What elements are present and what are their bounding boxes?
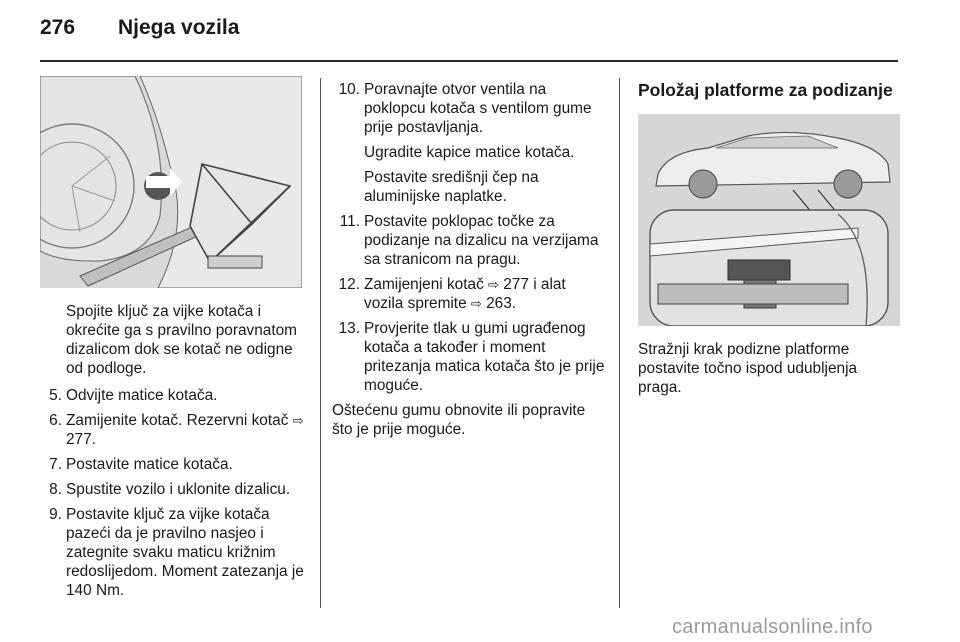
step-number: 5. [49,387,62,404]
step-text: Postavite poklopac točke za podizanje na dizalicu na verzijama sa stranicom na pragu. [364,213,599,268]
page-ref-arrow-icon: ⇨ [470,296,482,311]
page-reference[interactable]: 263. [486,295,517,312]
steps-list [40,386,304,600]
list-item [40,505,304,600]
section-body: Stražnji krak podizne platforme postavite točno ispod udubljenja praga. [638,341,858,396]
step-number: 10. [338,81,360,98]
list-item [332,319,607,395]
list-item [332,212,607,269]
list-item [40,455,304,474]
step-text: Postavite ključ za vijke kotača pazeći da je pravilno nasjeo i zategnite svaku maticu križnim redoslijedom. Moment zatezanja je 140 Nm. [66,506,304,599]
steps-list [332,80,607,137]
step-number: 13. [338,320,360,337]
list-item [40,386,304,405]
step-text [66,411,304,449]
closing-paragraph: Oštećenu gumu obnovite ili popravite što je prije moguće. [332,402,586,438]
column-middle [332,80,607,439]
column-divider [619,78,620,608]
list-item [40,411,304,449]
page-reference[interactable]: 277 [503,276,529,293]
list-item [332,80,607,137]
step-text: Poravnajte otvor ventila na poklopcu kotača s ventilom gume prije postavljanja. [364,81,592,136]
step-text [364,275,607,313]
column-left [40,76,304,606]
step-number: 9. [49,506,62,523]
lift-platform-illustration [638,114,900,326]
step-10-note: Postavite središnji čep na aluminijske naplatke. [364,169,539,205]
step-text: Postavite matice kotača. [66,456,233,473]
page-title: Njega vozila [118,16,240,39]
header-rule [40,60,898,62]
list-item [332,275,607,313]
step-number: 7. [49,456,62,473]
column-right [638,78,900,397]
page-number: 276 [40,16,76,39]
column-divider [320,78,321,608]
step-4-continuation: Spojite ključ za vijke kotača i okrećite ga s pravilno poravnatom dizalicom dok se kotač ne odigne od podloge. [66,303,297,377]
step-number: 8. [49,481,62,498]
page-ref-arrow-icon: ⇨ [292,413,304,428]
step-text: Odvijte matice kotača. [66,387,218,404]
page-ref-arrow-icon: ⇨ [488,277,499,292]
steps-list [332,212,607,395]
section-heading: Položaj platforme za podizanje [638,80,893,100]
step-text-body: i alat vozila spremite [364,276,566,312]
step-text: Spustite vozilo i uklonite dizalicu. [66,481,291,498]
step-number: 6. [49,412,62,429]
watermark: carmanualsonline.info [672,616,873,638]
step-text-body: Zamijenjeni kotač [364,276,484,293]
page-reference[interactable]: 277. [66,431,96,448]
step-10-note: Ugradite kapice matice kotača. [364,144,575,161]
list-item [40,480,304,499]
step-text-body: Zamijenite kotač. Rezervni kotač [66,412,289,429]
step-number: 11. [339,213,360,230]
jack-illustration [40,76,302,288]
step-number: 12. [338,276,360,293]
step-text: Provjerite tlak u gumi ugrađenog kotača a također i moment pritezanja matica kotača što je prije moguće. [364,320,605,394]
